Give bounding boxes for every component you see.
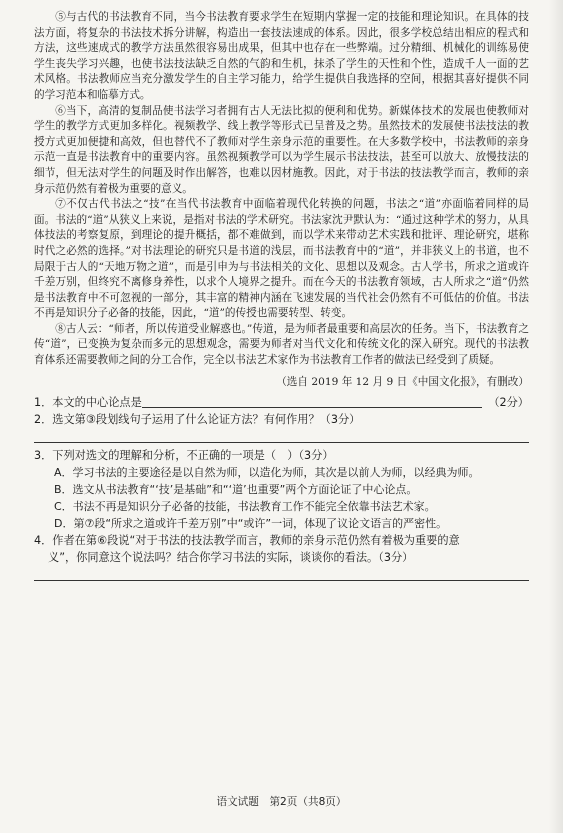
paragraph-7: ⑦不仅古代书法之“技”在当代书法教育中面临着现代化转换的问题，书法之“道”亦面临着同样的局面。书法的“道”从狭义上来说，是指对书法的学术研究。书法家沈尹默认为：“通过这种学术的努力，从具体技法的考察复原，到理论的提升概括，都不难做到，而以学术来带动艺术实践和批评、理论研究，堪称时代之必然的选择。”对书法理论的研究只是书道的浅层，而书法教育中的“道”，并非狭义上的书道，也不局限于古人的“天地万物之道”，而是引申为与书法相关的文化、思想以及观念。古人学书，所求之道或许千差万别，但终究不离修身养性，以求个人境界之提升。而在今天的书法教育领域，古人所求之“道”仍然是书法教育中不可忽视的一部分，其丰富的精神内涵在飞速发展的当代社会仍然有不可低估的价值。书法不再是知识分子必备的技能，因此，“道”的传授也需要转型、转变。: [34, 198, 529, 320]
question-4-line-2: 义”，你同意这个说法吗？结合你学习书法的实际，谈谈你的看法。（3分）: [48, 551, 414, 565]
question-1: [34, 394, 529, 411]
question-2-answer-line[interactable]: [34, 428, 529, 443]
question-3-text: 3．下列对选文的理解和分析，不正确的一项是（ ）（3分）: [34, 449, 334, 463]
option-d: D．第⑦段“所求之道或许千差万别”中“或许”一词，体现了议论文语言的严密性。: [54, 517, 448, 531]
paragraph-5: ⑤与古代的书法教育不同，当今书法教育要求学生在短期内掌握一定的技能和理论知识。在具体的技法方面，将复杂的书法技术拆分讲解，构造出一套技法速成的体系。因此，很多学校总结出相应的程式和方法，这些速成式的教学方法虽然很容易出成果，但其中也存在一些弊端。过分精细、机械化的训练易使学生丧失学习兴趣，也使书法技法缺乏自然的气韵和生机，抹杀了学生的天性和个性，造成千人一面的艺术风格。书法教师应当充分激发学生的自主学习能力，给学生提供自我选择的空间，根据其喜好提供不同的学习范本和临摹方式。: [34, 11, 529, 101]
question-1-text: 1．本文的中心论点是: [34, 396, 142, 410]
paragraph-6: ⑥当下，高清的复制品使书法学习者拥有古人无法比拟的便利和优势。新媒体技术的发展也使教师对学生的教学方式更加多样化。视频教学、线上教学等形式已呈普及之势。虽然技术的发展使书法技法的教授方式更加便捷和高效，但也替代不了教师对学生亲身示范的重要性。在大多数学校中，书法教师的亲身示范一直是书法教育中的重要内容。虽然视频教学可以为学生展示书法技法，甚至可以放大、放慢技法的细节，但无法对学生的问题及时作出解答，也难以因材施教。因此，对于书法的技法教学而言，教师的亲身示范仍然有着极为重要的意义。: [34, 104, 529, 195]
question-1-answer-blank[interactable]: [142, 397, 483, 408]
question-1-score: （2分）: [488, 396, 529, 410]
question-4: [34, 532, 529, 566]
paragraph-8: ⑧古人云：“师者，所以传道受业解惑也。”传道，是为师者最重要和高层次的任务。当下，书法教育之传“道”，已变换为复杂而多元的思想观念，需要为师者对当代文化和传统文化的深入研究。现代的书法教育体系还需要教师之间的分工合作，完全以书法艺术家作为书法教育工作者的做法已经受到了质疑。: [34, 322, 529, 367]
option-c: C．书法不再是知识分子必备的技能，书法教育工作不能完全依靠书法艺术家。: [54, 500, 436, 514]
question-3: [34, 447, 529, 464]
question-2: [34, 411, 529, 428]
option-a: A．学习书法的主要途径是以自然为师，以造化为师，其次是以前人为师，以经典为师。: [54, 466, 480, 480]
page-edge-shadow: [549, 0, 563, 833]
question-4-answer-line[interactable]: [34, 566, 529, 581]
option-b: B．选文从书法教育“‘技’是基础”和“‘道’也重要”两个方面论证了中心论点。: [54, 483, 418, 497]
page-footer: 语文试题 第2页（共8页）: [216, 796, 347, 808]
article-source: （选自 2019 年 12 月 9 日《中国文化报》，有删改）: [276, 375, 529, 388]
question-4-line-1: 4．作者在第⑥段说“对于书法的技法教学而言，教师的亲身示范仍然有着极为重要的意: [34, 534, 460, 548]
question-2-text: 2．选文第③段划线句子运用了什么论证方法？有何作用？（3分）: [34, 413, 361, 427]
